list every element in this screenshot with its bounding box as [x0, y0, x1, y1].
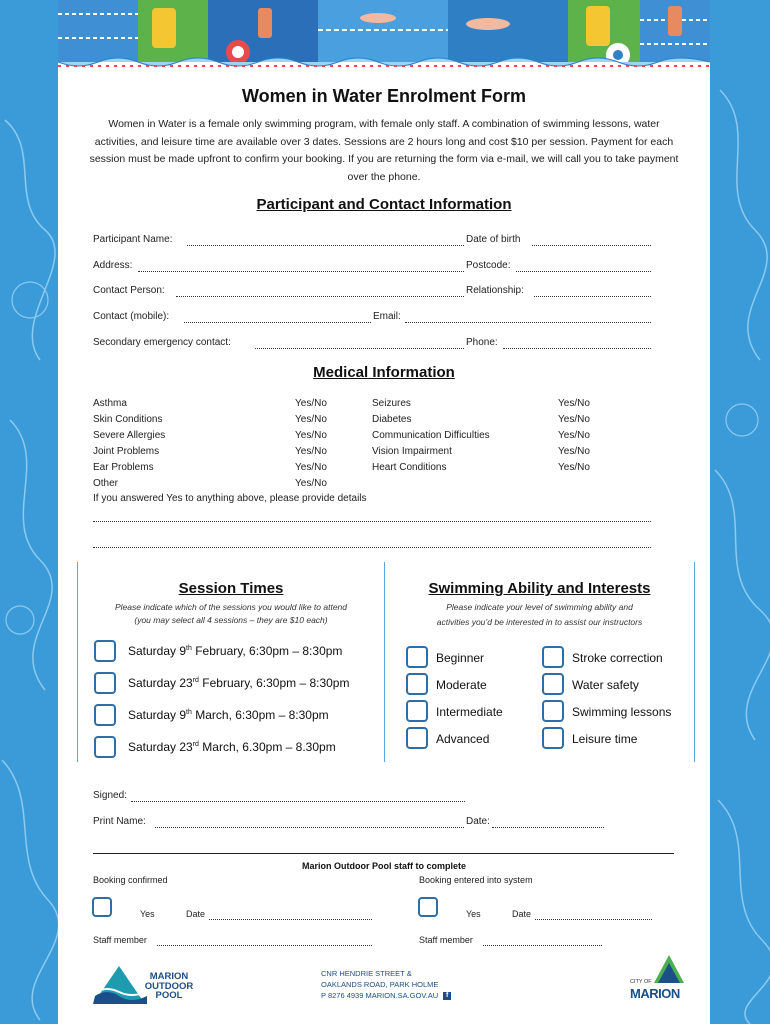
address-label: Address: — [93, 260, 133, 271]
ability-note-1: Please indicate your level of swimming ability and — [446, 602, 633, 612]
session-times-heading: Session Times — [178, 580, 284, 597]
session-date-suffix: th — [186, 645, 192, 652]
medical-condition: Severe Allergies — [93, 430, 166, 441]
interest-checkbox[interactable] — [542, 673, 564, 695]
medical-condition: Communication Difficulties — [372, 430, 490, 441]
medical-condition: Seizures — [372, 398, 411, 409]
medical-yes-no[interactable]: Yes/No — [295, 446, 327, 457]
medical-row — [372, 428, 602, 444]
ability-level-label: Beginner — [436, 651, 485, 665]
postcode-label: Postcode: — [466, 260, 511, 271]
staff-member-line-2[interactable] — [483, 945, 602, 946]
form-intro: Women in Water is a female only swimming program, with female only staff. A combination of swimming lessons, water activities, and leisure time are available over 3 dates. Sessions are 2 hours long and cost $10 per session. Payment for each session must be made upfront to confirm your booking. If you are returning the form via e-mail, we will call you to take payment over the phone. — [89, 118, 679, 183]
pool-pattern-left — [0, 0, 58, 1024]
pool-logo-text — [140, 972, 198, 1001]
medical-condition: Vision Impairment — [372, 446, 452, 457]
session-note-2: (you may select all 4 sessions – they are $10 each) — [134, 615, 328, 625]
date-of-birth-line[interactable] — [532, 245, 651, 246]
medical-heading: Medical Information — [313, 364, 455, 381]
session-checkbox[interactable] — [94, 704, 116, 726]
medical-condition: Asthma — [93, 398, 127, 409]
interest-checkbox[interactable] — [542, 646, 564, 668]
booking-confirmed-date-line[interactable] — [209, 919, 372, 920]
participant-name-line[interactable] — [187, 245, 464, 246]
section-border-right — [694, 562, 695, 762]
ability-level-label: Intermediate — [436, 705, 503, 719]
medical-yes-no[interactable]: Yes/No — [558, 446, 590, 457]
session-checkbox[interactable] — [94, 672, 116, 694]
medical-details-line-2[interactable] — [93, 547, 651, 548]
medical-condition: Ear Problems — [93, 462, 154, 473]
print-name-line[interactable] — [155, 827, 464, 828]
booking-entered-date-line[interactable] — [535, 919, 652, 920]
session-date: Saturday 23 — [128, 740, 193, 754]
session-date: Saturday 23 — [128, 676, 193, 690]
signed-label: Signed: — [93, 790, 127, 801]
booking-confirmed-checkbox[interactable] — [92, 897, 112, 917]
session-time: March, 6:30pm – 8:30pm — [191, 708, 329, 722]
medical-row — [372, 412, 602, 428]
email-label: Email: — [373, 311, 401, 322]
ability-level-label: Moderate — [436, 678, 487, 692]
interest-label: Water safety — [572, 678, 639, 692]
medical-yes-no[interactable]: Yes/No — [295, 414, 327, 425]
session-date: Saturday 9 — [128, 708, 187, 722]
medical-yes-no[interactable]: Yes/No — [558, 462, 590, 473]
session-option-label — [128, 676, 349, 690]
ability-heading: Swimming Ability and Interests — [428, 580, 651, 597]
medical-yes-no[interactable]: Yes/No — [295, 430, 327, 441]
medical-row — [372, 396, 602, 412]
session-checkbox[interactable] — [94, 736, 116, 758]
contact-mobile-line[interactable] — [184, 322, 371, 323]
phone-line[interactable] — [503, 348, 651, 349]
medical-details-line-1[interactable] — [93, 521, 651, 522]
medical-details-prompt: If you answered Yes to anything above, please provide details — [93, 493, 367, 504]
footer-address-line-1: CNR HENDRIE STREET & — [321, 969, 412, 978]
medical-yes-no[interactable]: Yes/No — [295, 478, 327, 489]
medical-yes-no[interactable]: Yes/No — [558, 398, 590, 409]
print-name-label: Print Name: — [93, 816, 146, 827]
medical-row — [93, 428, 353, 444]
interest-label: Stroke correction — [572, 651, 663, 665]
session-time: March, 6.30pm – 8.30pm — [198, 740, 336, 754]
session-time: February, 6:30pm – 8:30pm — [191, 644, 343, 658]
staff-member-label-1: Staff member — [93, 935, 147, 945]
email-line[interactable] — [405, 322, 651, 323]
city-of-marion-logo — [630, 955, 690, 1005]
session-time: February, 6:30pm – 8:30pm — [198, 676, 350, 690]
session-date-suffix: rd — [192, 677, 199, 684]
contact-heading: Participant and Contact Information — [256, 196, 512, 213]
medical-row — [93, 396, 353, 412]
booking-entered-label: Booking entered into system — [419, 875, 533, 885]
contact-mobile-label: Contact (mobile): — [93, 311, 170, 322]
footer-address-line-2: OAKLANDS ROAD, PARK HOLME — [321, 980, 439, 989]
date-of-birth-label: Date of birth — [466, 234, 521, 245]
ability-level-label: Advanced — [436, 732, 490, 746]
session-checkbox[interactable] — [94, 640, 116, 662]
medical-yes-no[interactable]: Yes/No — [295, 398, 327, 409]
medical-row — [93, 444, 353, 460]
relationship-label: Relationship: — [466, 285, 524, 296]
ability-level-checkbox[interactable] — [406, 727, 428, 749]
medical-row — [93, 412, 353, 428]
interest-label: Swimming lessons — [572, 705, 672, 719]
contact-person-line[interactable] — [176, 296, 464, 297]
signoff-date-label: Date: — [466, 816, 490, 827]
medical-yes-no[interactable]: Yes/No — [558, 414, 590, 425]
pool-logo-line-3: POOL — [155, 990, 183, 1001]
relationship-line[interactable] — [534, 296, 651, 297]
session-option-label — [128, 644, 342, 658]
booking-entered-checkbox[interactable] — [418, 897, 438, 917]
medical-row — [93, 460, 353, 476]
booking-entered-date-label: Date — [512, 909, 532, 919]
city-of-label: CITY OF — [630, 979, 652, 985]
medical-condition: Heart Conditions — [372, 462, 447, 473]
participant-name-label: Participant Name: — [93, 234, 173, 245]
staff-member-line-1[interactable] — [157, 945, 372, 946]
ability-level-checkbox[interactable] — [406, 646, 428, 668]
footer-contact: P 8276 4939 MARION.SA.GOV.AU — [321, 991, 439, 1000]
interest-label: Leisure time — [572, 732, 638, 746]
session-option-label — [128, 708, 329, 722]
city-name-label: MARION — [630, 986, 680, 1001]
postcode-line[interactable] — [516, 271, 651, 272]
ability-level-checkbox[interactable] — [406, 673, 428, 695]
pool-pattern-right — [710, 0, 770, 1024]
staff-divider — [93, 853, 674, 854]
session-option-label — [128, 740, 336, 754]
session-date: Saturday 9 — [128, 644, 187, 658]
booking-confirmed-date-label: Date — [186, 909, 206, 919]
city-of-marion-logo-icon — [654, 955, 684, 985]
booking-confirmed-yes: Yes — [140, 909, 155, 919]
medical-yes-no[interactable]: Yes/No — [295, 462, 327, 473]
contact-person-label: Contact Person: — [93, 285, 165, 296]
signed-line[interactable] — [131, 801, 465, 802]
address-line[interactable] — [138, 271, 464, 272]
interest-checkbox[interactable] — [542, 700, 564, 722]
booking-confirmed-label: Booking confirmed — [93, 875, 168, 885]
session-options — [94, 640, 384, 765]
ability-levels — [406, 646, 536, 756]
medical-condition: Joint Problems — [93, 446, 160, 457]
interest-checkbox[interactable] — [542, 727, 564, 749]
booking-entered-yes: Yes — [466, 909, 481, 919]
medical-condition: Other — [93, 478, 119, 489]
session-note-1: Please indicate which of the sessions you would like to attend — [115, 602, 347, 612]
medical-condition: Diabetes — [372, 414, 412, 425]
secondary-contact-line[interactable] — [255, 348, 464, 349]
ability-interests — [542, 646, 692, 756]
medical-yes-no[interactable]: Yes/No — [558, 430, 590, 441]
pool-logo-line-1: MARION — [149, 971, 189, 982]
secondary-contact-label: Secondary emergency contact: — [93, 337, 231, 348]
medical-condition: Skin Conditions — [93, 414, 163, 425]
medical-row — [372, 444, 602, 460]
pool-logo-line-2: OUTDOOR — [144, 980, 194, 992]
footer-address — [321, 968, 451, 1001]
pool-illustration-banner — [58, 0, 710, 80]
form-title: Women in Water Enrolment Form — [241, 86, 527, 106]
session-date-suffix: rd — [192, 741, 199, 748]
medical-row — [372, 460, 602, 476]
ability-note-2: activities you’d be interested in to assist our instructors — [436, 617, 643, 627]
staff-member-label-2: Staff member — [419, 935, 473, 945]
medical-row — [93, 476, 353, 492]
ability-level-checkbox[interactable] — [406, 700, 428, 722]
staff-heading: Marion Outdoor Pool staff to complete — [302, 861, 466, 871]
phone-label: Phone: — [466, 337, 498, 348]
facebook-icon[interactable]: f — [443, 992, 451, 1000]
signoff-date-line[interactable] — [492, 827, 604, 828]
session-date-suffix: th — [186, 709, 192, 716]
